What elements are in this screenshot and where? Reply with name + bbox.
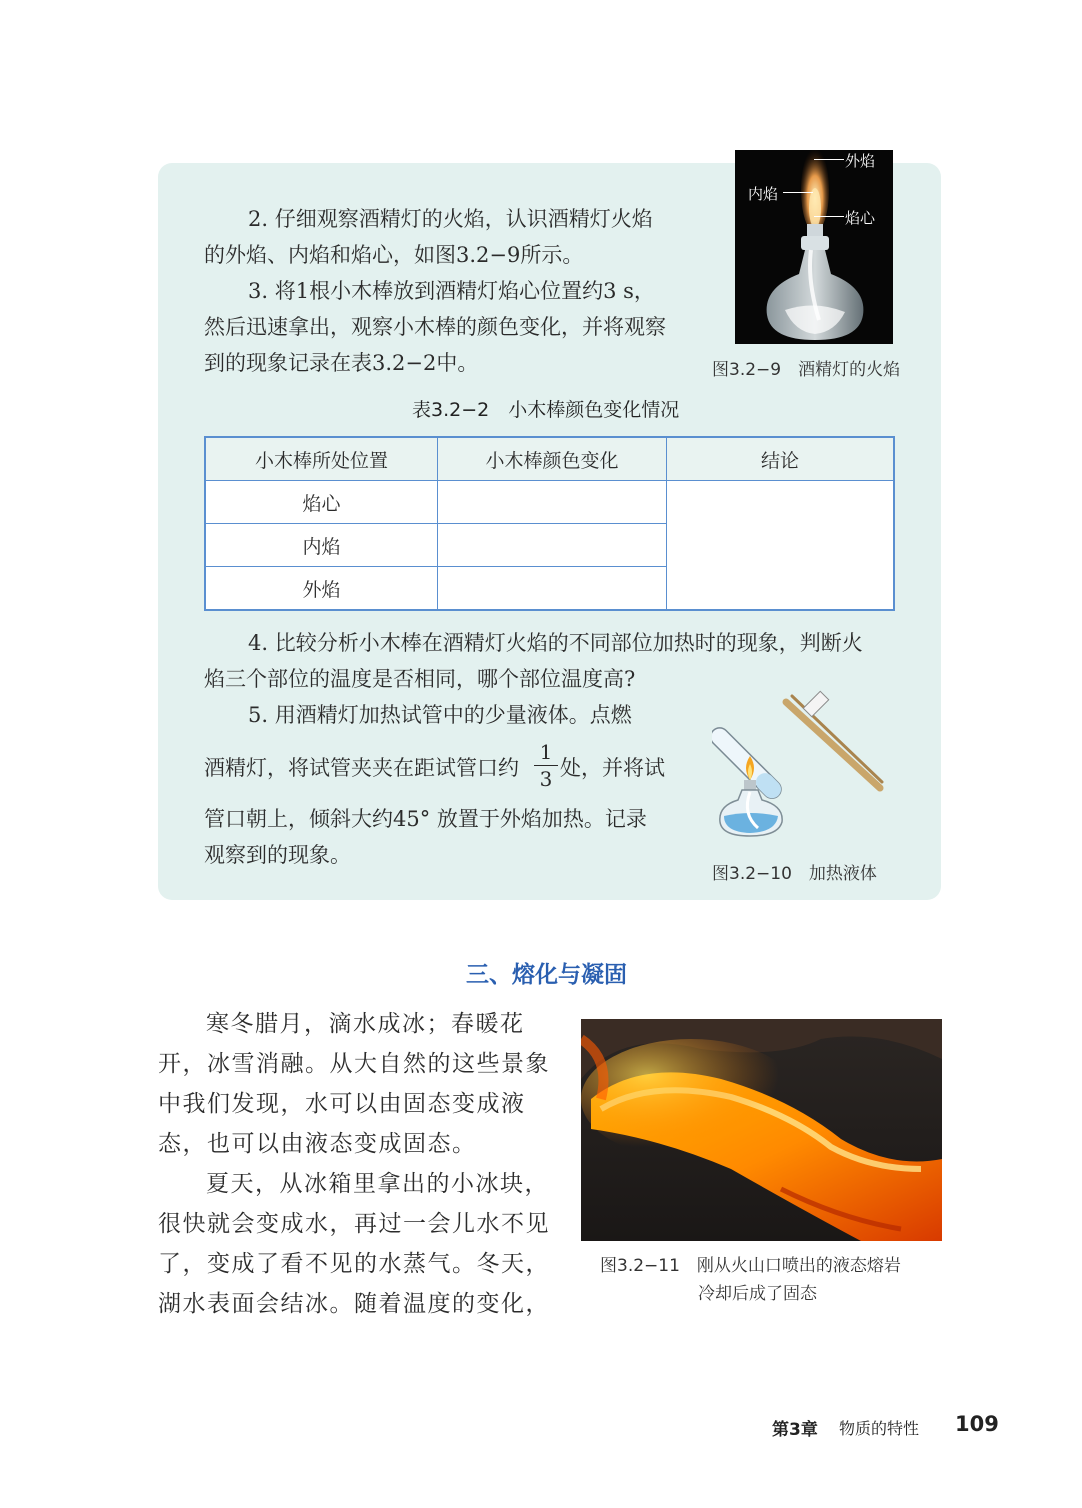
- step5-line2-after: 处，并将试: [560, 756, 665, 780]
- section-title: 三、熔化与凝固: [466, 962, 627, 988]
- step3-line2: 然后迅速拿出，观察小木棒的颜色变化，并将观察: [204, 315, 666, 339]
- outer-flame-leader: [814, 159, 844, 160]
- inner-flame-leader: [783, 192, 813, 193]
- step5-line3: 管口朝上，倾斜大约45° 放置于外焰加热。记录: [204, 807, 647, 831]
- body-line-5: 夏天，从冰箱里拿出的小冰块，: [206, 1171, 549, 1197]
- step5-line4: 观察到的现象。: [204, 843, 351, 867]
- alcohol-lamp-flame-photo: [735, 150, 893, 344]
- step2-line1: 2. 仔细观察酒精灯的火焰，认识酒精灯火焰: [248, 207, 653, 231]
- page-number: 109: [955, 1412, 999, 1436]
- cell-empty: [438, 481, 667, 524]
- body-line-7: 了，变成了看不见的水蒸气。冬天，: [158, 1251, 550, 1277]
- fraction-numerator: 1: [539, 740, 553, 764]
- cell-conclusion: [667, 481, 895, 611]
- row-outer-flame: 外焰: [205, 567, 438, 611]
- cell-empty: [438, 524, 667, 567]
- header-conclusion: 结论: [667, 437, 895, 481]
- step4-line2: 焰三个部位的温度是否相同，哪个部位温度高?: [204, 667, 636, 691]
- body-line-2: 开，冰雪消融。从大自然的这些景象: [158, 1051, 550, 1077]
- observation-table: [204, 436, 895, 611]
- body-line-3: 中我们发现，水可以由固态变成液: [158, 1091, 526, 1117]
- cell-empty: [438, 567, 667, 611]
- label-inner-flame: 内焰: [748, 185, 779, 203]
- body-line-6: 很快就会变成水，再过一会儿水不见: [158, 1211, 550, 1237]
- step5-line1: 5. 用酒精灯加热试管中的少量液体。点燃: [248, 703, 632, 727]
- table-header-row: [205, 437, 894, 481]
- row-flame-core: 焰心: [205, 481, 438, 524]
- header-position: 小木棒所处位置: [205, 437, 438, 481]
- fig11-caption-line2: 冷却后成了固态: [698, 1284, 817, 1304]
- step3-line3: 到的现象记录在表3.2−2中。: [204, 351, 479, 375]
- label-outer-flame: 外焰: [845, 152, 876, 170]
- footer-chapter: 第3章: [772, 1420, 818, 1440]
- fraction-denominator: 3: [539, 767, 553, 791]
- label-flame-core: 焰心: [845, 209, 876, 227]
- fig11-caption-line1: 图3.2−11 刚从火山口喷出的液态熔岩: [600, 1256, 901, 1276]
- heating-liquid-illustration: [712, 688, 892, 853]
- step5-line2-before: 酒精灯，将试管夹夹在距试管口约: [204, 756, 519, 780]
- row-inner-flame: 内焰: [205, 524, 438, 567]
- body-line-8: 湖水表面会结冰。随着温度的变化，: [158, 1291, 550, 1317]
- table-row: [205, 481, 894, 524]
- flame-illustration: [735, 150, 893, 344]
- lava-flow-photo: [581, 1019, 942, 1241]
- body-line-1: 寒冬腊月，滴水成冰；春暖花: [206, 1011, 525, 1037]
- step3-line1: 3. 将1根小木棒放到酒精灯焰心位置约3 s，: [248, 279, 655, 303]
- fig10-caption: 图3.2−10 加热液体: [712, 864, 877, 884]
- step4-line1: 4. 比较分析小木棒在酒精灯火焰的不同部位加热时的现象，判断火: [248, 631, 863, 655]
- fraction-bar: [534, 765, 558, 766]
- header-color-change: 小木棒颜色变化: [438, 437, 667, 481]
- fraction: [532, 740, 560, 791]
- footer-chapter-title: 物质的特性: [839, 1419, 920, 1438]
- body-line-4: 态，也可以由液态变成固态。: [158, 1131, 477, 1157]
- step2-line2: 的外焰、内焰和焰心，如图3.2−9所示。: [204, 243, 584, 267]
- table-caption: 表3.2−2 小木棒颜色变化情况: [412, 399, 680, 421]
- fig9-caption: 图3.2−9 酒精灯的火焰: [712, 360, 901, 380]
- core-flame-leader: [814, 216, 844, 217]
